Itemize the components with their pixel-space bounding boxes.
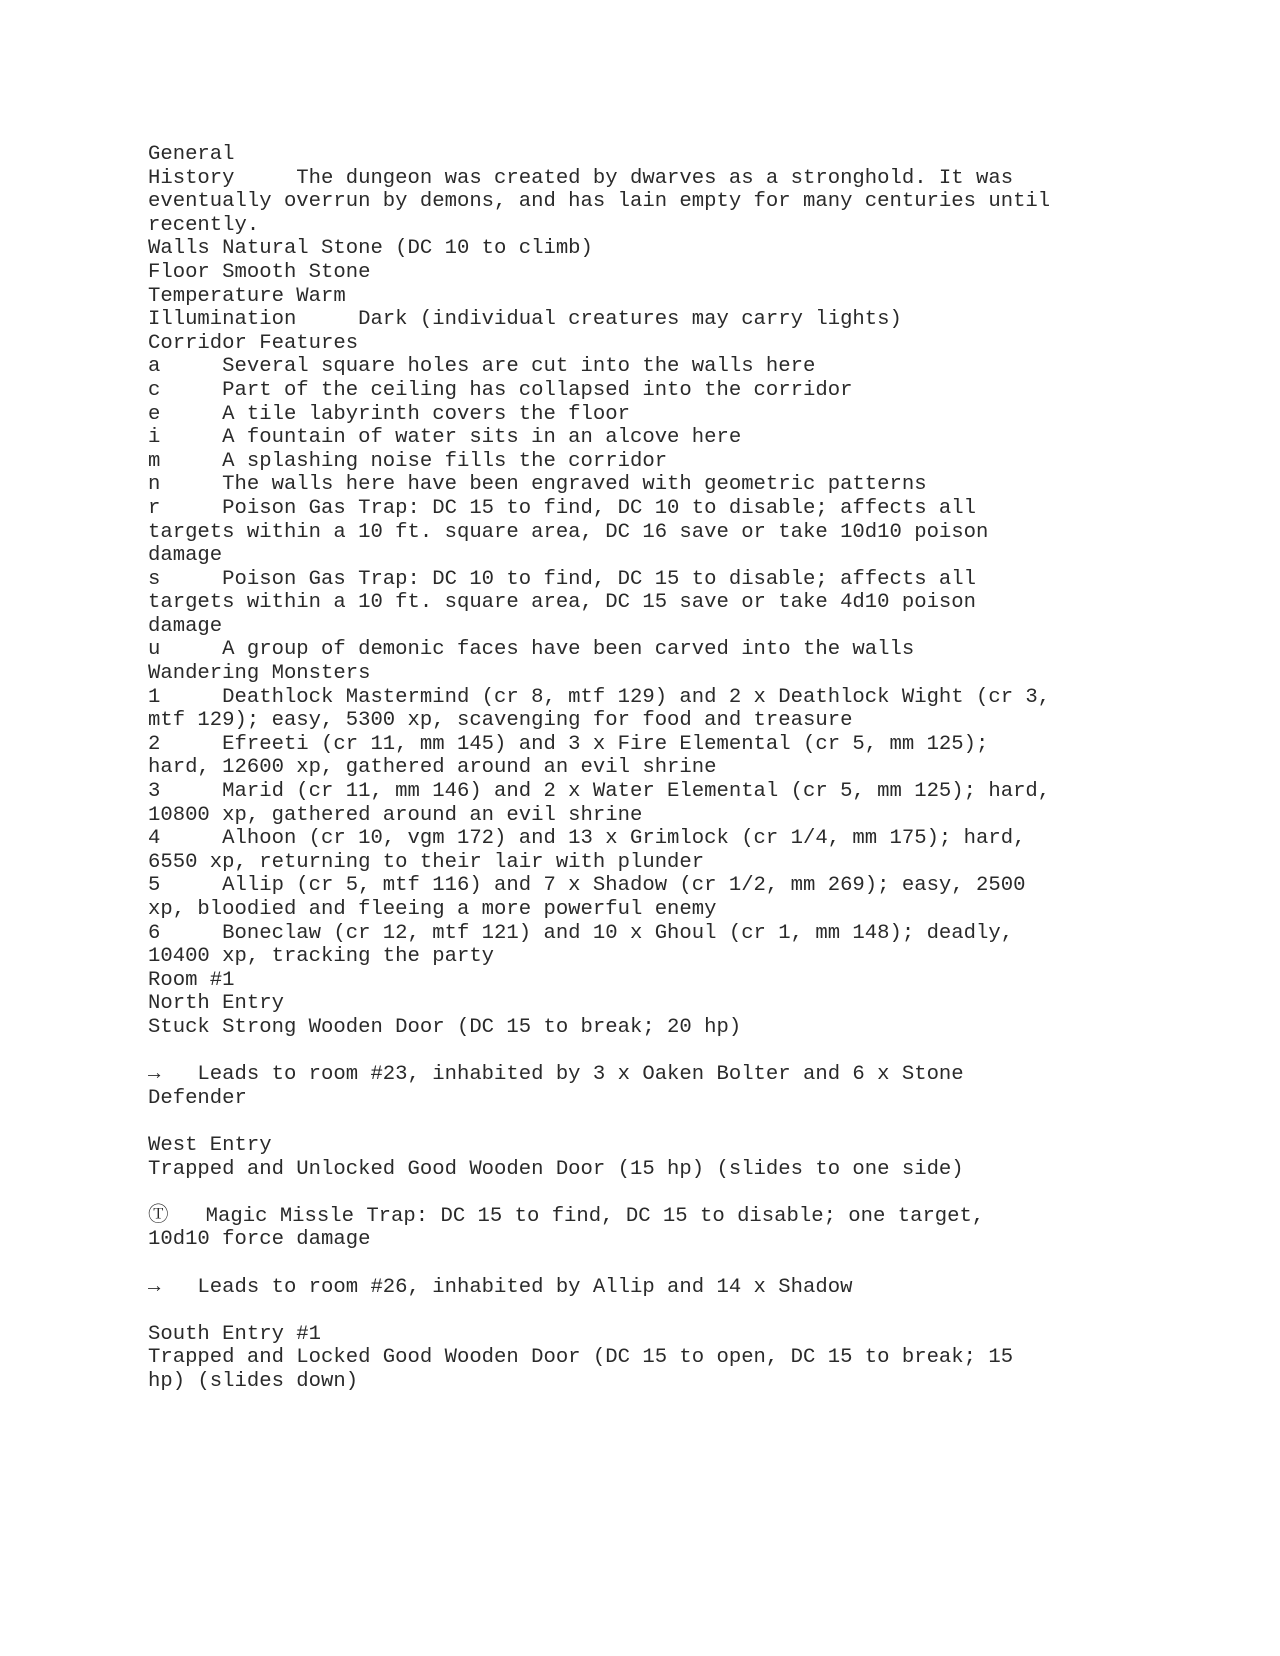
blank-line	[148, 1299, 1148, 1323]
text-line: eventually overrun by demons, and has lain empty for many centuries until	[148, 190, 1051, 214]
text-line: North Entry	[148, 992, 284, 1016]
text-line: 4 Alhoon (cr 10, vgm 172) and 13 x Grimlock (cr 1/4, mm 175); hard,	[148, 827, 1026, 851]
text-line: damage	[148, 544, 223, 568]
text-line: e A tile labyrinth covers the floor	[148, 402, 630, 426]
section-corridor-features	[148, 332, 1148, 662]
section-heading: Wandering Monsters	[148, 662, 371, 686]
section-heading: Corridor Features	[148, 331, 359, 355]
text-line: West Entry	[148, 1133, 272, 1157]
text-line: r Poison Gas Trap: DC 15 to find, DC 10 to disable; affects all	[148, 496, 977, 520]
text-line: 6550 xp, returning to their lair with plunder	[148, 850, 705, 874]
text-line: 1 Deathlock Mastermind (cr 8, mtf 129) and 2 x Deathlock Wight (cr 3,	[148, 685, 1051, 709]
text-line: History The dungeon was created by dwarves as a stronghold. It was	[148, 166, 1014, 190]
text-line: Walls Natural Stone (DC 10 to climb)	[148, 237, 593, 261]
text-line: 10d10 force damage	[148, 1228, 371, 1252]
blank-line	[148, 1110, 1148, 1134]
section-wandering-monsters	[148, 662, 1148, 969]
text-line: u A group of demonic faces have been carved into the walls	[148, 638, 915, 662]
text-line: hp) (slides down)	[148, 1369, 359, 1393]
text-line: a Several square holes are cut into the walls here	[148, 355, 816, 379]
text-line: Trapped and Unlocked Good Wooden Door (15 hp) (slides to one side)	[148, 1157, 964, 1181]
text-line: s Poison Gas Trap: DC 10 to find, DC 15 to disable; affects all	[148, 567, 977, 591]
text-line: hard, 12600 xp, gathered around an evil shrine	[148, 756, 717, 780]
text-line: South Entry #1	[148, 1322, 322, 1346]
text-line: targets within a 10 ft. square area, DC 15 save or take 4d10 poison	[148, 591, 977, 615]
text-line: mtf 129); easy, 5300 xp, scavenging for food and treasure	[148, 709, 853, 733]
text-line: damage	[148, 614, 223, 638]
text-line: 5 Allip (cr 5, mtf 116) and 7 x Shadow (cr 1/2, mm 269); easy, 2500	[148, 874, 1026, 898]
text-line: m A splashing noise fills the corridor	[148, 449, 668, 473]
text-line: Stuck Strong Wooden Door (DC 15 to break; 20 hp)	[148, 1015, 742, 1039]
section-heading: General	[148, 143, 235, 166]
text-line: Trapped and Locked Good Wooden Door (DC 15 to open, DC 15 to break; 15	[148, 1346, 1014, 1370]
text-line: Floor Smooth Stone	[148, 260, 371, 284]
text-line: recently.	[148, 213, 260, 237]
text-line: 2 Efreeti (cr 11, mm 145) and 3 x Fire Elemental (cr 5, mm 125);	[148, 732, 989, 756]
section-general	[148, 143, 1148, 332]
blank-line	[148, 1040, 1148, 1064]
blank-line	[148, 1181, 1148, 1205]
text-line: 6 Boneclaw (cr 12, mtf 121) and 10 x Ghoul (cr 1, mm 148); deadly,	[148, 921, 1014, 945]
blank-line	[148, 1252, 1148, 1276]
text-line: Defender	[148, 1086, 247, 1110]
text-line: Ⓣ Magic Missle Trap: DC 15 to find, DC 15 to disable; one target,	[148, 1204, 985, 1228]
text-line: Temperature Warm	[148, 284, 346, 308]
text-line: → Leads to room #23, inhabited by 3 x Oaken Bolter and 6 x Stone	[148, 1063, 964, 1087]
text-line: 10800 xp, gathered around an evil shrine	[148, 803, 643, 827]
text-line: → Leads to room #26, inhabited by Allip and 14 x Shadow	[148, 1275, 853, 1299]
text-line: xp, bloodied and fleeing a more powerful enemy	[148, 898, 717, 921]
text-line: 3 Marid (cr 11, mm 146) and 2 x Water Elemental (cr 5, mm 125); hard,	[148, 780, 1051, 804]
text-line: targets within a 10 ft. square area, DC 16 save or take 10d10 poison	[148, 520, 989, 544]
text-line: i A fountain of water sits in an alcove here	[148, 426, 742, 450]
text-line: n The walls here have been engraved with geometric patterns	[148, 473, 927, 497]
text-line: Illumination Dark (individual creatures may carry lights)	[148, 308, 902, 332]
document-page	[148, 143, 1148, 1393]
text-line: c Part of the ceiling has collapsed into the corridor	[148, 378, 853, 402]
section-heading: Room #1	[148, 968, 235, 992]
section-room-1	[148, 969, 1148, 1394]
text-line: 10400 xp, tracking the party	[148, 945, 495, 969]
